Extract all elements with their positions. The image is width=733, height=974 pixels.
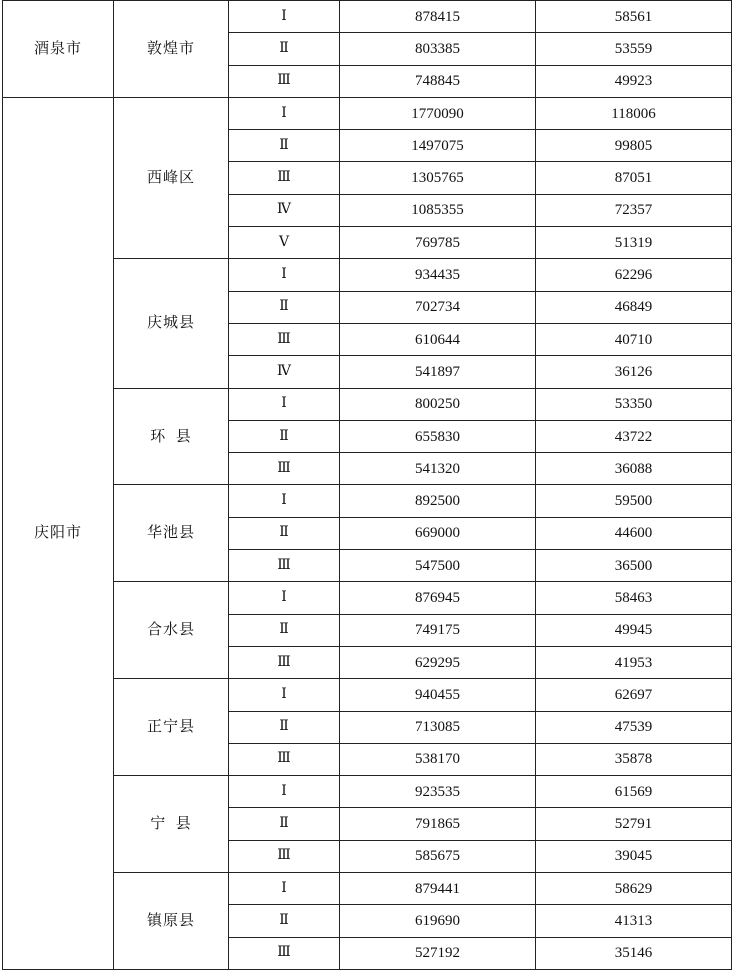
value-a-cell: 876945 [340, 582, 536, 614]
value-b-cell: 35878 [536, 743, 732, 775]
grade-cell: Ⅱ [229, 291, 340, 323]
value-a-cell: 791865 [340, 808, 536, 840]
value-a-cell: 629295 [340, 646, 536, 678]
grade-cell: Ⅲ [229, 840, 340, 872]
value-a-cell: 800250 [340, 388, 536, 420]
value-b-cell: 58463 [536, 582, 732, 614]
value-a-cell: 1085355 [340, 194, 536, 226]
county-name-cell: 庆城县 [114, 259, 229, 388]
value-a-cell: 749175 [340, 614, 536, 646]
grade-cell: Ⅰ [229, 97, 340, 129]
value-a-cell: 585675 [340, 840, 536, 872]
value-b-cell: 40710 [536, 323, 732, 355]
grade-cell: Ⅱ [229, 711, 340, 743]
county-name-cell: 敦煌市 [114, 1, 229, 98]
grade-cell: Ⅲ [229, 65, 340, 97]
value-a-cell: 892500 [340, 485, 536, 517]
grade-cell: Ⅲ [229, 646, 340, 678]
city-name-cell: 酒泉市 [3, 1, 114, 98]
value-a-cell: 923535 [340, 776, 536, 808]
grade-cell: Ⅰ [229, 388, 340, 420]
grade-cell: Ⅱ [229, 905, 340, 937]
grade-cell: Ⅰ [229, 582, 340, 614]
grade-cell: Ⅱ [229, 614, 340, 646]
grade-cell: Ⅰ [229, 1, 340, 33]
county-name-cell: 镇原县 [114, 873, 229, 970]
grade-cell: Ⅳ [229, 356, 340, 388]
value-a-cell: 610644 [340, 323, 536, 355]
grade-cell: Ⅰ [229, 679, 340, 711]
value-a-cell: 547500 [340, 550, 536, 582]
value-b-cell: 39045 [536, 840, 732, 872]
value-a-cell: 934435 [340, 259, 536, 291]
value-a-cell: 940455 [340, 679, 536, 711]
value-b-cell: 62697 [536, 679, 732, 711]
value-b-cell: 41953 [536, 646, 732, 678]
value-b-cell: 51319 [536, 227, 732, 259]
value-b-cell: 72357 [536, 194, 732, 226]
county-name-cell: 正宁县 [114, 679, 229, 776]
county-name-cell: 宁 县 [114, 776, 229, 873]
value-a-cell: 1305765 [340, 162, 536, 194]
value-b-cell: 35146 [536, 937, 732, 969]
grade-cell: Ⅲ [229, 937, 340, 969]
grade-cell: Ⅲ [229, 550, 340, 582]
value-a-cell: 748845 [340, 65, 536, 97]
grade-cell: Ⅱ [229, 420, 340, 452]
value-b-cell: 36126 [536, 356, 732, 388]
value-a-cell: 669000 [340, 517, 536, 549]
value-a-cell: 538170 [340, 743, 536, 775]
value-a-cell: 878415 [340, 1, 536, 33]
county-name-cell: 环 县 [114, 388, 229, 485]
value-b-cell: 46849 [536, 291, 732, 323]
grade-cell: Ⅲ [229, 162, 340, 194]
value-a-cell: 541320 [340, 453, 536, 485]
grade-cell: Ⅱ [229, 33, 340, 65]
value-b-cell: 59500 [536, 485, 732, 517]
value-b-cell: 36088 [536, 453, 732, 485]
grade-cell: Ⅱ [229, 808, 340, 840]
value-a-cell: 713085 [340, 711, 536, 743]
value-b-cell: 44600 [536, 517, 732, 549]
grade-cell: Ⅴ [229, 227, 340, 259]
value-a-cell: 1770090 [340, 97, 536, 129]
value-a-cell: 541897 [340, 356, 536, 388]
value-b-cell: 47539 [536, 711, 732, 743]
value-b-cell: 62296 [536, 259, 732, 291]
value-b-cell: 49923 [536, 65, 732, 97]
grade-cell: Ⅰ [229, 259, 340, 291]
grade-cell: Ⅳ [229, 194, 340, 226]
table-row [3, 97, 732, 129]
grade-cell: Ⅱ [229, 130, 340, 162]
value-b-cell: 53350 [536, 388, 732, 420]
value-b-cell: 36500 [536, 550, 732, 582]
value-b-cell: 52791 [536, 808, 732, 840]
value-a-cell: 879441 [340, 873, 536, 905]
value-b-cell: 43722 [536, 420, 732, 452]
city-name-cell: 庆阳市 [3, 97, 114, 969]
value-a-cell: 619690 [340, 905, 536, 937]
price-table [2, 0, 732, 970]
value-b-cell: 118006 [536, 97, 732, 129]
grade-cell: Ⅲ [229, 743, 340, 775]
value-b-cell: 58561 [536, 1, 732, 33]
value-a-cell: 1497075 [340, 130, 536, 162]
value-b-cell: 99805 [536, 130, 732, 162]
county-name-cell: 华池县 [114, 485, 229, 582]
value-b-cell: 61569 [536, 776, 732, 808]
grade-cell: Ⅰ [229, 776, 340, 808]
value-a-cell: 769785 [340, 227, 536, 259]
table-body [3, 1, 732, 970]
value-b-cell: 87051 [536, 162, 732, 194]
value-a-cell: 655830 [340, 420, 536, 452]
table-row [3, 1, 732, 33]
value-b-cell: 53559 [536, 33, 732, 65]
value-b-cell: 58629 [536, 873, 732, 905]
county-name-cell: 合水县 [114, 582, 229, 679]
grade-cell: Ⅱ [229, 517, 340, 549]
value-a-cell: 527192 [340, 937, 536, 969]
value-a-cell: 702734 [340, 291, 536, 323]
grade-cell: Ⅲ [229, 323, 340, 355]
value-b-cell: 49945 [536, 614, 732, 646]
grade-cell: Ⅰ [229, 485, 340, 517]
value-b-cell: 41313 [536, 905, 732, 937]
value-a-cell: 803385 [340, 33, 536, 65]
county-name-cell: 西峰区 [114, 97, 229, 258]
grade-cell: Ⅰ [229, 873, 340, 905]
grade-cell: Ⅲ [229, 453, 340, 485]
